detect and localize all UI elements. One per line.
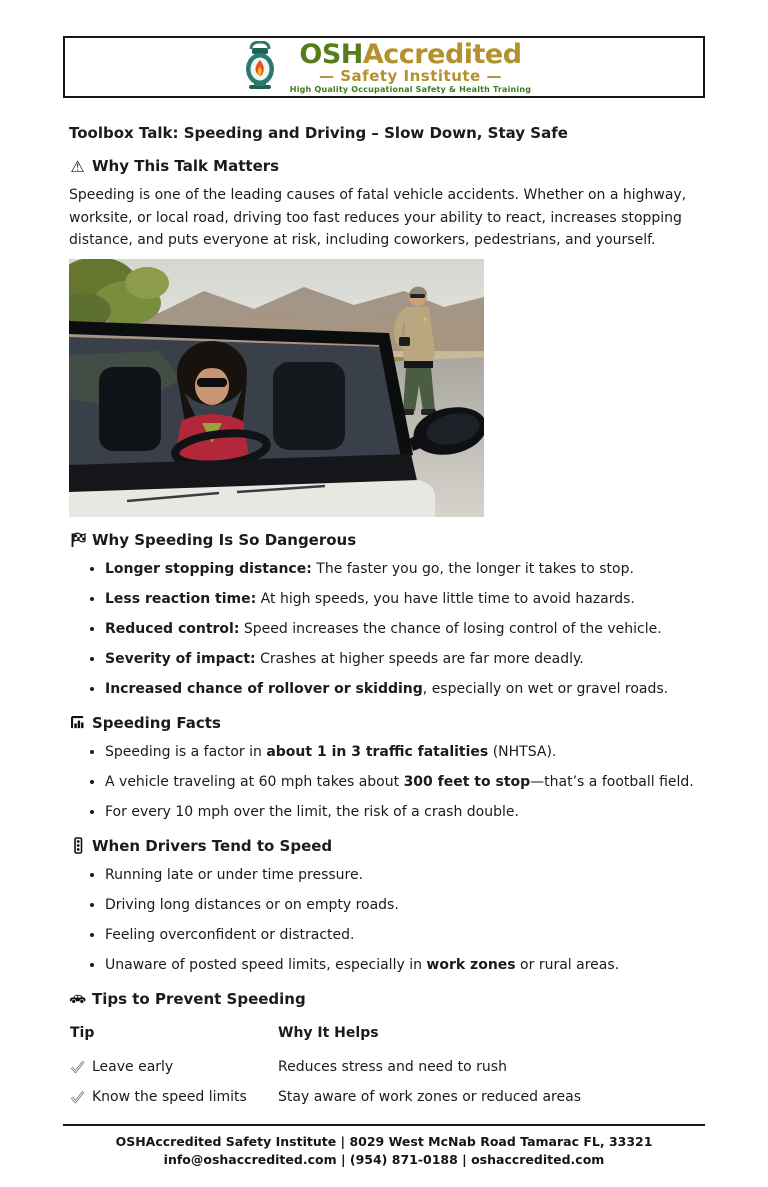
brand-tagline: High Quality Occupational Safety & Health Training xyxy=(289,84,532,94)
section-heading-label: Tips to Prevent Speeding xyxy=(92,989,306,1008)
pulled-over-photo xyxy=(69,259,484,517)
intro-paragraph: Speeding is one of the leading causes of fatal vehicle accidents. Whether on a highway, worksite, or local road, driving too fast reduces your ability to react, increases stopping distance, and puts everyone at risk, including coworkers, pedestrians, and yourself. xyxy=(69,187,687,248)
pulled-over-photo-illustration xyxy=(69,259,484,517)
document-title: Toolbox Talk: Speeding and Driving – Slow Down, Stay Safe xyxy=(69,124,568,142)
brand-name xyxy=(299,38,522,70)
list-item: Unaware of posted speed limits, especially in work zones or rural areas. xyxy=(88,955,700,976)
section-heading-when-drivers-speed xyxy=(69,836,700,856)
section-heading-label: Why Speeding Is So Dangerous xyxy=(92,530,357,549)
section-heading-label: Why This Talk Matters xyxy=(92,157,280,175)
company-logo xyxy=(237,38,532,94)
section-heading-why-speeding-dangerous xyxy=(69,530,700,550)
section-heading-why-this-talk-matters xyxy=(69,156,700,176)
brand-name-osh: OSH xyxy=(299,38,363,70)
tip-text: Leave early xyxy=(92,1058,174,1075)
warning-triangle-icon: ⚠ xyxy=(70,156,85,176)
document-body xyxy=(69,123,700,1107)
check-icon xyxy=(70,1090,85,1104)
facts-list xyxy=(69,742,700,823)
list-item: Speeding is a factor in about 1 in 3 traffic fatalities (NHTSA). xyxy=(88,742,700,763)
section-heading-tips-prevent-speeding xyxy=(69,989,700,1009)
tips-table-header-row xyxy=(69,1021,701,1047)
list-item: Increased chance of rollover or skidding, especially on wet or gravel roads. xyxy=(88,679,700,700)
footer-divider xyxy=(63,1124,705,1126)
list-item: Less reaction time: At high speeds, you have little time to avoid hazards. xyxy=(88,589,700,610)
list-item: A vehicle traveling at 60 mph takes about 300 feet to stop—that’s a football field. xyxy=(88,772,700,793)
list-item: For every 10 mph over the limit, the risk of a crash double. xyxy=(88,802,700,823)
brand-subtitle: — Safety Institute — xyxy=(319,66,502,85)
tips-table-header-tip: Tip xyxy=(70,1024,95,1041)
list-item: Running late or under time pressure. xyxy=(88,865,700,886)
brand-name-accredited: Accredited xyxy=(362,38,522,70)
when-speed-list xyxy=(69,865,700,976)
why-text: Stay aware of work zones or reduced areas xyxy=(278,1088,581,1105)
list-item: Longer stopping distance: The faster you go, the longer it takes to stop. xyxy=(88,559,700,580)
car-icon xyxy=(69,990,86,1007)
list-item: Reduced control: Speed increases the chance of losing control of the vehicle. xyxy=(88,619,700,640)
tips-table-header-why: Why It Helps xyxy=(278,1024,379,1041)
check-icon xyxy=(70,1060,85,1074)
lantern-icon xyxy=(237,41,283,93)
list-item: Severity of impact: Crashes at higher speeds are far more deadly. xyxy=(88,649,700,670)
footer-address-line: OSHAccredited Safety Institute | 8029 West McNab Road Tamarac FL, 33321 xyxy=(115,1133,653,1149)
footer-contact-line: info@oshaccredited.com | (954) 871-0188 | oshaccredited.com xyxy=(163,1151,605,1167)
header-logo-box xyxy=(63,36,705,98)
why-text: Reduces stress and need to rush xyxy=(278,1058,507,1075)
traffic-light-icon xyxy=(69,837,86,854)
logo-text xyxy=(289,38,532,94)
section-heading-label: When Drivers Tend to Speed xyxy=(92,836,333,855)
list-item: Driving long distances or on empty roads. xyxy=(88,895,700,916)
footer xyxy=(0,1133,768,1169)
list-item: Feeling overconfident or distracted. xyxy=(88,925,700,946)
table-row xyxy=(69,1047,701,1077)
bar-chart-icon xyxy=(69,714,86,731)
section-heading-label: Speeding Facts xyxy=(92,713,221,732)
table-row xyxy=(69,1077,701,1107)
section-heading-speeding-facts xyxy=(69,713,700,733)
dangerous-list xyxy=(69,559,700,700)
tips-table xyxy=(69,1021,701,1107)
tip-text: Know the speed limits xyxy=(92,1088,247,1105)
checkered-flag-icon xyxy=(69,531,86,548)
